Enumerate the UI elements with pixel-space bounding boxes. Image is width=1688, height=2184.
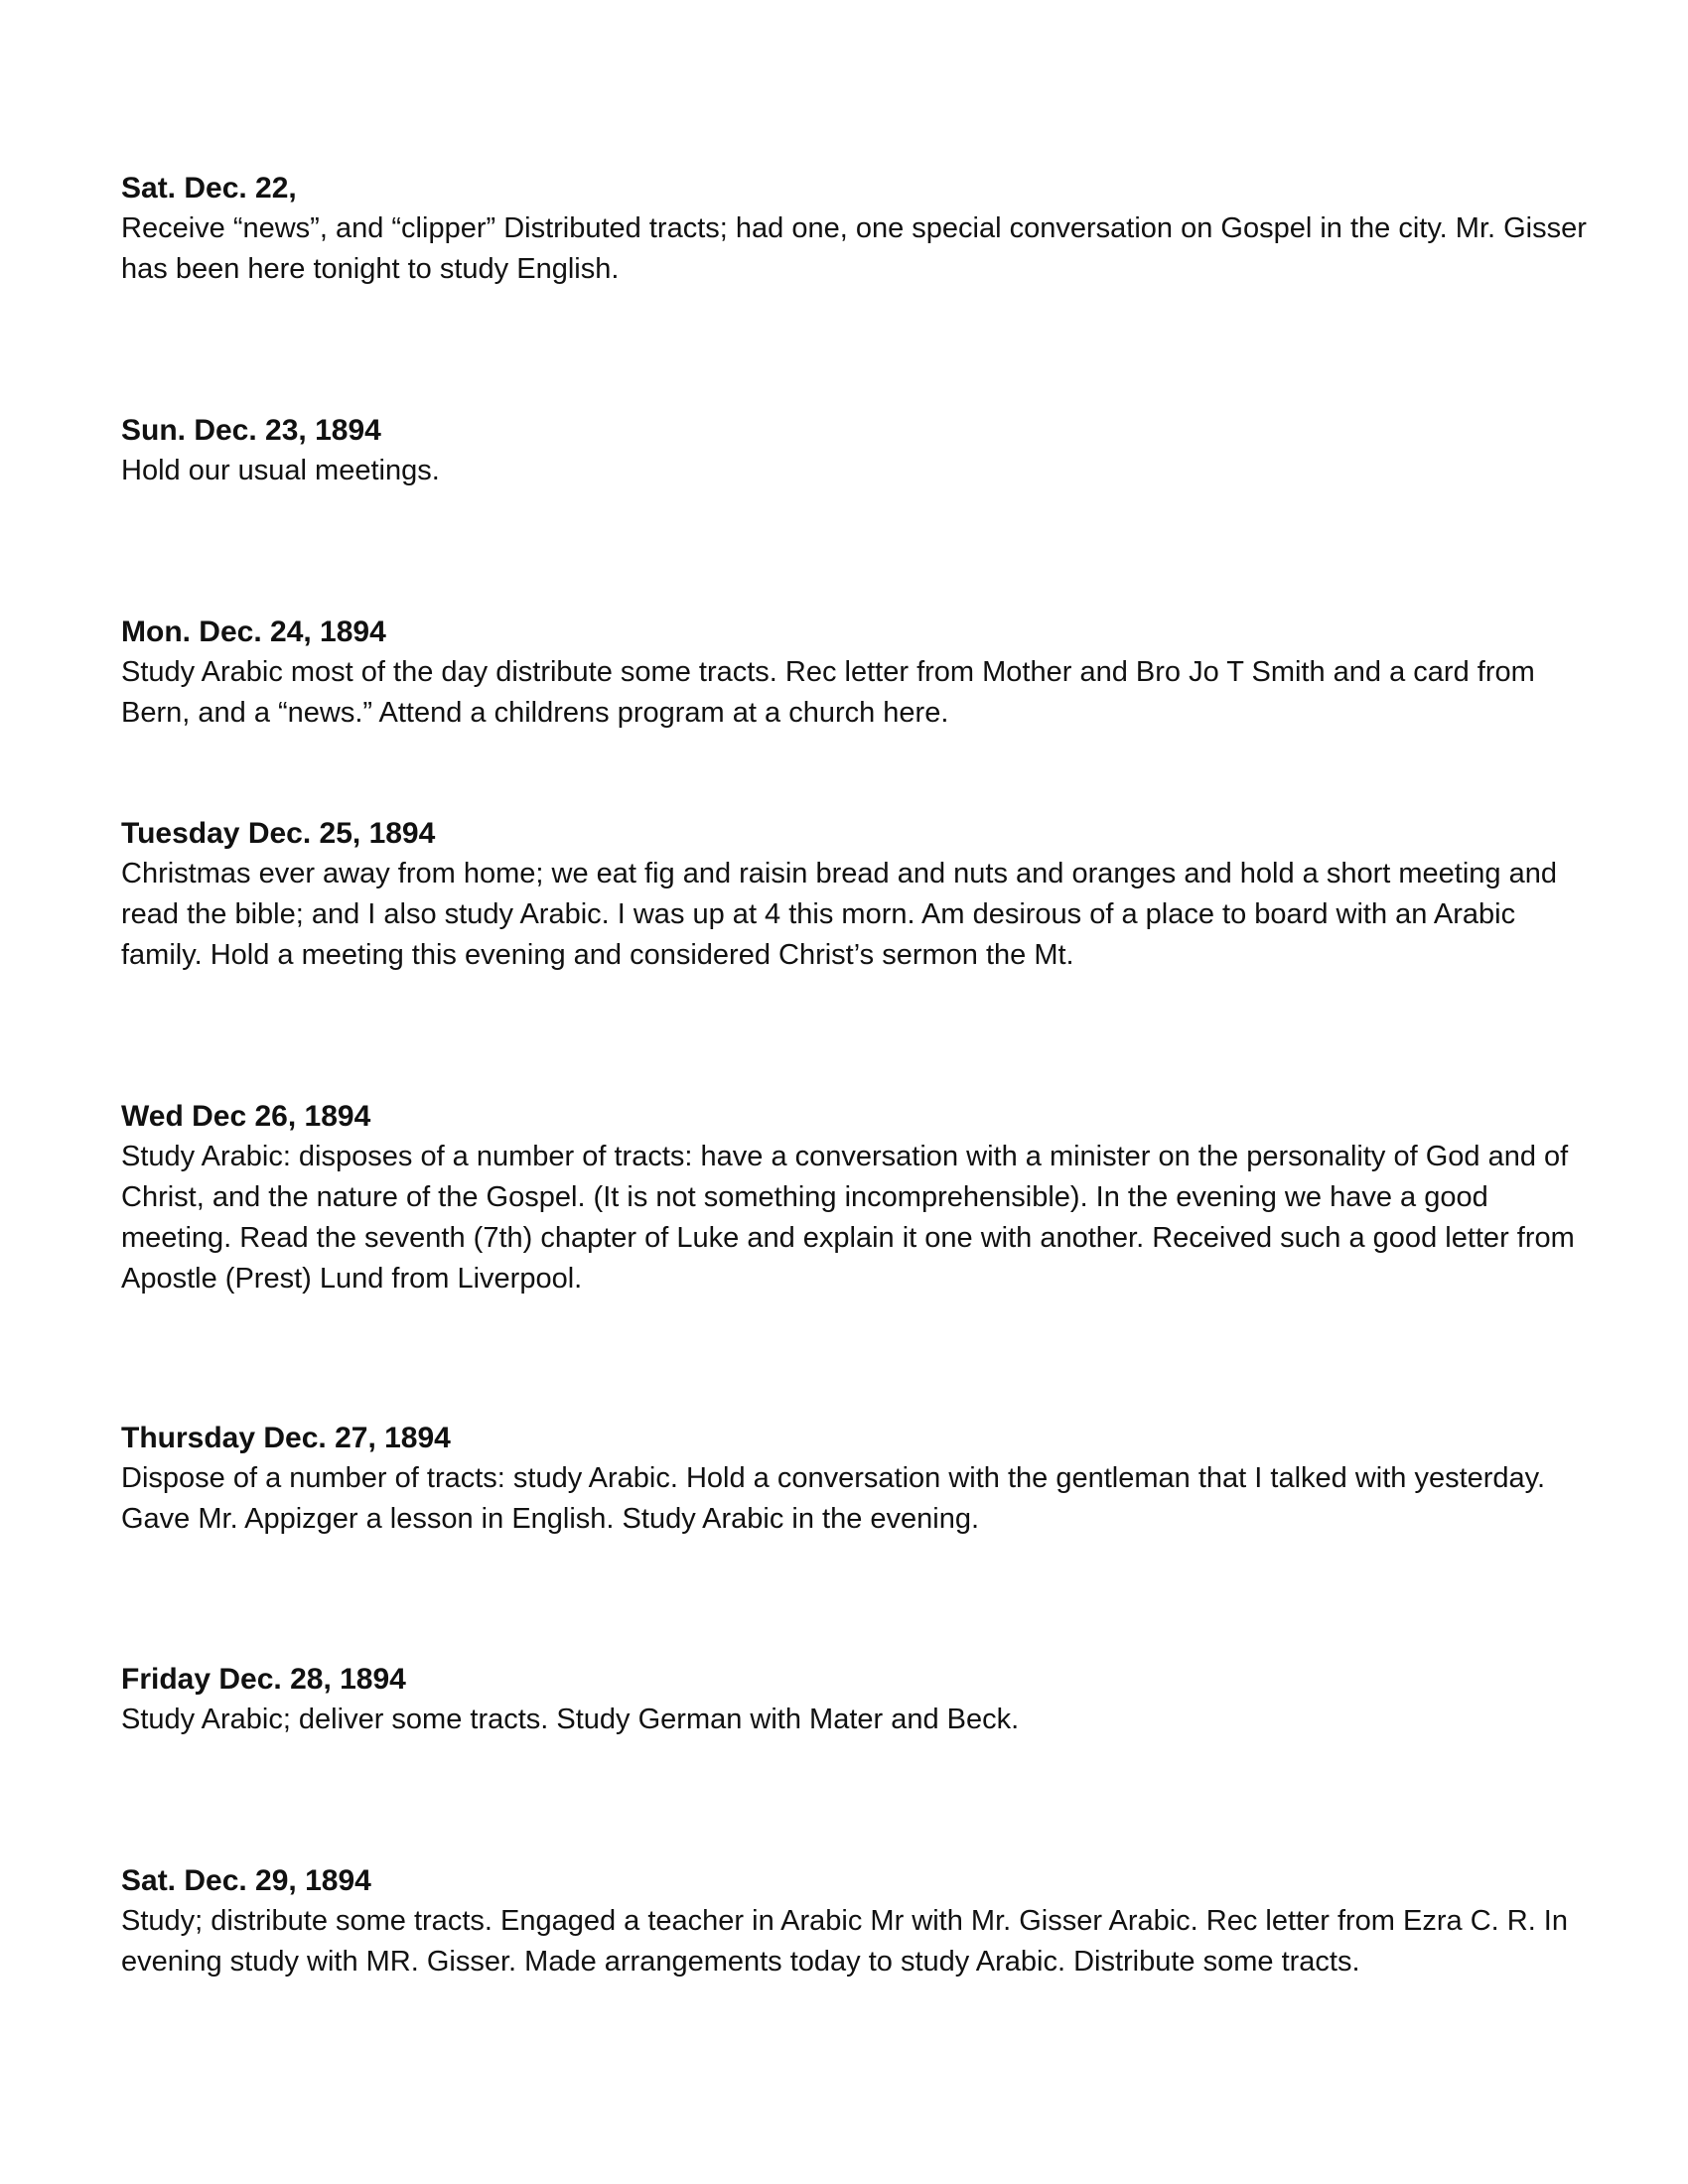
journal-entry-dec-26 — [121, 1097, 1591, 1299]
journal-entry-dec-27 — [121, 1419, 1591, 1540]
journal-entry-dec-24 — [121, 613, 1591, 734]
entry-text: Study Arabic; deliver some tracts. Study German with Mater and Beck. — [121, 1704, 1020, 1735]
entry-text: Hold our usual meetings. — [121, 455, 440, 486]
journal-entry-dec-23 — [121, 411, 1591, 491]
entry-text: Receive “news”, and “clipper” Distributed tracts; had one, one special conversation on Gospel in the city. Mr. Gisser has been here tonight to study English. — [121, 212, 1587, 285]
journal-entry-dec-25 — [121, 814, 1591, 976]
entry-date: Tuesday Dec. 25, 1894 — [121, 817, 436, 850]
entry-date: Thursday Dec. 27, 1894 — [121, 1422, 451, 1454]
entry-date: Sat. Dec. 22, — [121, 172, 297, 205]
entry-date: Friday Dec. 28, 1894 — [121, 1663, 406, 1696]
entry-text: Study; distribute some tracts. Engaged a teacher in Arabic Mr with Mr. Gisser Arabic. Rec letter from Ezra C. R. In evening study with MR. Gisser. Made arrangements today to study Arabic. Distribute some tracts. — [121, 1905, 1568, 1978]
journal-entry-dec-22 — [121, 169, 1591, 290]
entry-date: Mon. Dec. 24, 1894 — [121, 615, 386, 648]
entry-text: Study Arabic: disposes of a number of tracts: have a conversation with a minister on the personality of God and of Christ, and the nature of the Gospel. (It is not something incomprehensible). In the evening we have a good meeting. Read the seventh (7th) chapter of Luke and explain it one with another. Received such a good letter from Apostle (Prest) Lund from Liverpool. — [121, 1141, 1575, 1295]
entry-text: Christmas ever away from home; we eat fig and raisin bread and nuts and oranges and hold a short meeting and read the bible; and I also study Arabic. I was up at 4 this morn. Am desirous of a place to board with an Arabic family. Hold a meeting this evening and considered Christ’s sermon the Mt. — [121, 858, 1557, 971]
entry-date: Sun. Dec. 23, 1894 — [121, 414, 381, 447]
entry-text: Study Arabic most of the day distribute some tracts. Rec letter from Mother and Bro Jo T Smith and a card from Bern, and a “news.” Attend a childrens program at a church here. — [121, 656, 1535, 729]
journal-entry-dec-28 — [121, 1660, 1591, 1740]
entry-date: Sat. Dec. 29, 1894 — [121, 1864, 371, 1897]
entry-text: Dispose of a number of tracts: study Arabic. Hold a conversation with the gentleman that I talked with yesterday. Gave Mr. Appizger a lesson in English. Study Arabic in the evening. — [121, 1462, 1546, 1535]
journal-entry-dec-29 — [121, 1861, 1591, 1982]
entry-date: Wed Dec 26, 1894 — [121, 1100, 371, 1133]
